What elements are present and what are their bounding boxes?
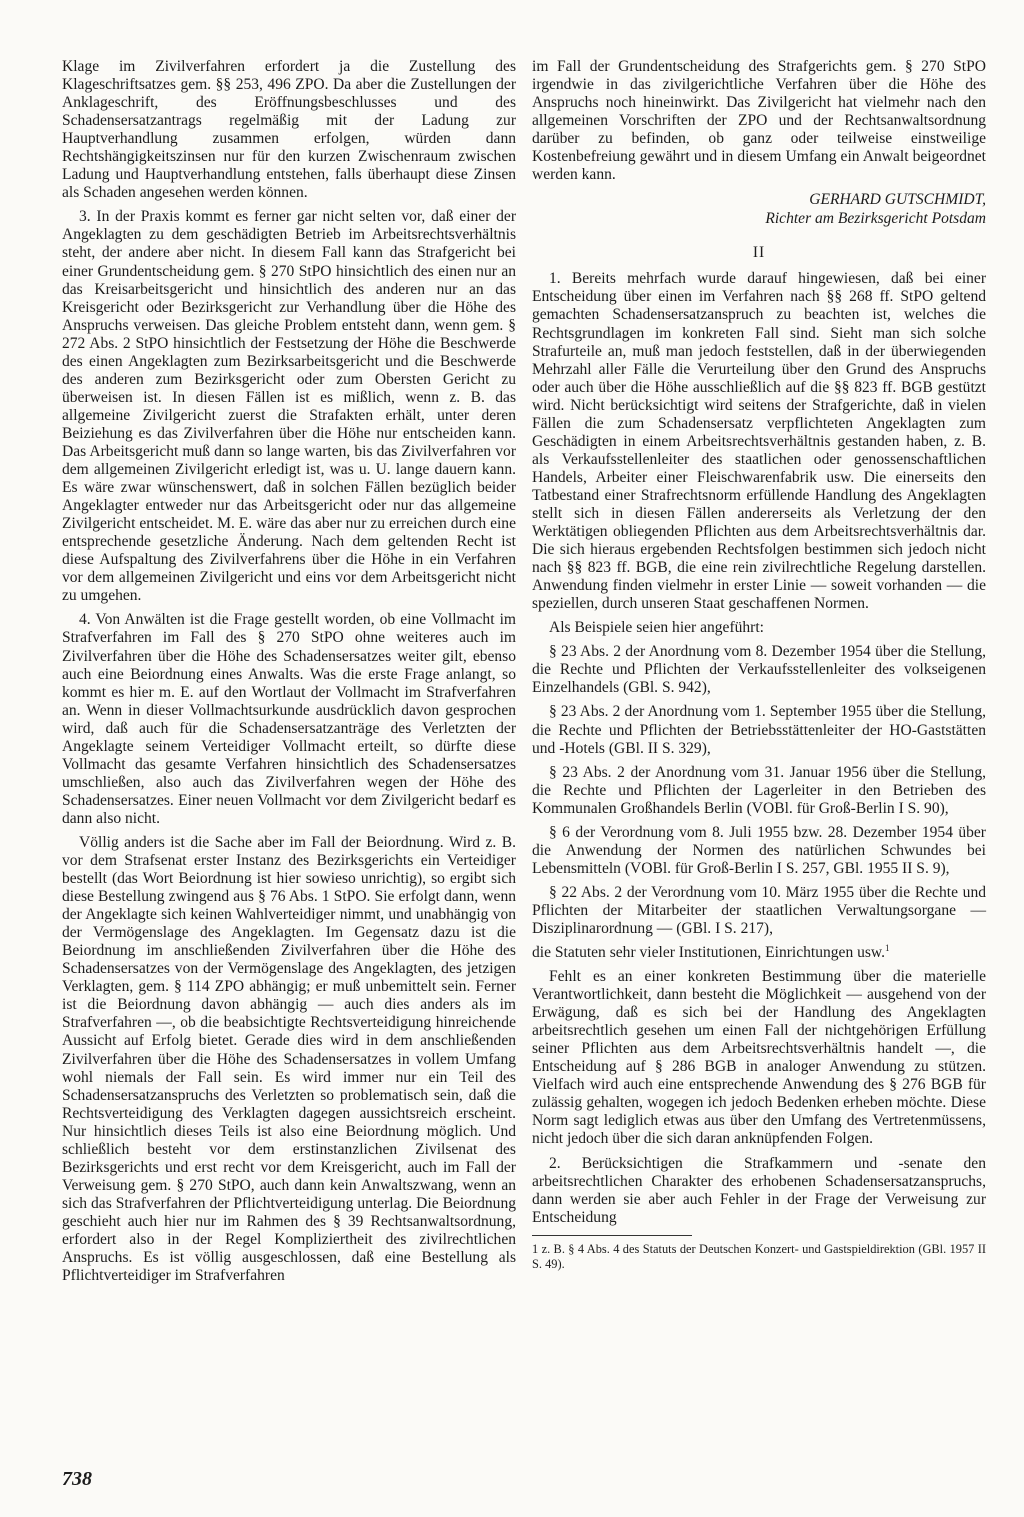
left-column	[62, 58, 516, 1291]
paragraph-analogy: Fehlt es an einer konkreten Bestimmung über die materielle Verantwortlichkeit, dann besteht die Möglichkeit — ausgehend von der Erwägung, daß es sich bei der Handlung des Angeklagten arbeitsrechtlich gesehen um einen Fall der nichtgehörigen Erfüllung seiner Pflichten aus dem Arbeitsrechtsverhältnis handelt —, die Entscheidung auf § 286 BGB in analoger Anwendung zu stützen. Vielfach wird auch eine entsprechende Anwendung des § 276 BGB für zulässig gehalten, wogegen ich jedoch Bedenken erheben möchte. Diese Norm sagt lediglich etwas aus über den Umfang des Vertretenmüssens, nicht jedoch über die sich daran anknüpfenden Folgen.	[532, 968, 986, 1148]
example-item: § 6 der Verordnung vom 8. Juli 1955 bzw. 28. Dezember 1954 über die Anwendung der Normen des natürlichen Schwundes bei Lebensmitteln (VOBl. für Groß-Berlin I S. 257, GBl. 1955 II S. 9),	[532, 823, 986, 877]
paragraph-section-2-point-2: 2. Berücksichtigen die Strafkammern und -senate den arbeitsrechtlichen Charakter des erhobenen Schadensersatzanspruchs, dann werden sie aber auch Fehler in der Frage der Verweisung zur Entscheidung	[532, 1154, 986, 1226]
statutes-text: die Statuten sehr vieler Institutionen, Einrichtungen usw.	[532, 944, 886, 962]
examples-intro: Als Beispiele seien hier angeführt:	[549, 619, 764, 637]
footnote: 1 z. B. § 4 Abs. 4 des Statuts der Deutschen Konzert- und Gastspieldirektion (GBl. 1957 II S. 49).	[532, 1241, 986, 1271]
example-item: § 23 Abs. 2 der Anordnung vom 31. Januar 1956 über die Stellung, die Rechte und Pflichten der Lagerleiter in den Betrieben des Kommunalen Großhandels Berlin (VOBl. für Groß-Berlin I S. 90),	[532, 763, 986, 817]
example-item: § 23 Abs. 2 der Anordnung vom 1. September 1955 über die Stellung, die Rechte und Pflichten der Betriebsstättenleiter der HO-Gaststätten und -Hotels (GBl. II S. 329),	[532, 703, 986, 757]
footnote-divider	[532, 1235, 692, 1236]
paragraph-section-2-point-1: 1. Bereits mehrfach wurde darauf hingewiesen, daß bei einer Entscheidung über einen im Verfahren nach §§ 268 ff. StPO geltend gemachten Schadensersatzanspruch zu beachten ist, welches die Rechtsgrundlagen im konkreten Fall sind. Sieht man sich solche Strafurteile an, muß man jedoch feststellen, daß in der überwiegenden Mehrzahl aller Fälle die Verurteilung über den Grund des Anspruchs oder auch über die Höhe ausschließlich auf die §§ 823 ff. BGB gestützt wird. Nicht berücksichtigt wird seitens der Strafgerichte, daß in vielen Fällen die zum Schadensersatz verpflichteten Angeklagten zum Geschädigten in einem Arbeitsrechtsverhältnis gestanden haben, z. B. als Verkaufsstellenleiter des staatlichen oder genossenschaftlichen Handels, Arbeiter einer Fleischwarenfabrik usw. Die einerseits den Tatbestand einer Strafrechtsnorm erfüllende Handlung des Angeklagten stellt sich in diesen Fällen andererseits als Verletzung der den Werktätigen obliegenden Pflichten aus dem Arbeitsrechtsverhältnis dar. Die sich hieraus ergebenden Rechtsfolgen bestimmen sich jedoch nicht nach §§ 823 ff. BGB, die eine rein zivilrechtliche Regelung darstellen. Anwendung finden vielmehr in erster Linie — soweit vorhanden — die speziellen, durch unseren Staat geschaffenen Normen.	[532, 270, 986, 613]
statutes-line	[532, 944, 986, 962]
right-column	[532, 58, 986, 1272]
paragraph-continuation-right: im Fall der Grundentscheidung des Strafgerichts gem. § 270 StPO irgendwie in das zivilgerichtliche Verfahren über die Höhe des Anspruchs noch hineinwirkt. Das Zivilgericht hat vielmehr nach den allgemeinen Vorschriften der ZPO und der Rechtsanwaltsordnung darüber zu befinden, ob ganz oder teilweise einstweilige Kostenbefreiung gewährt und in diesem Umfang ein Anwalt beigeordnet werden kann.	[532, 58, 986, 184]
page-number: 738	[62, 1468, 92, 1490]
author-name: GERHARD GUTSCHMIDT,	[809, 191, 986, 209]
example-item: § 22 Abs. 2 der Verordnung vom 10. März 1955 über die Rechte und Pflichten der Mitarbeiter der staatlichen Verwaltungsorgane — Disziplinarordnung — (GBl. I S. 217),	[532, 883, 986, 937]
example-item: § 23 Abs. 2 der Anordnung vom 8. Dezember 1954 über die Stellung, die Rechte und Pflichten der Verkaufsstellenleiter des volkseigenen Einzelhandels (GBl. S. 942),	[532, 643, 986, 697]
paragraph-point-3: 3. In der Praxis kommt es ferner gar nicht selten vor, daß einer der Angeklagten zu dem geschädigten Betrieb im Arbeitsrechtsverhältnis steht, der andere aber nicht. In diesem Fall kann das Strafgericht bei einer Grundentscheidung gem. § 270 StPO hinsichtlich des einen nur an das Kreisarbeitsgericht und hinsichtlich des anderen nur an das Kreisgericht oder Bezirksgericht zur Verhandlung über die Höhe des Anspruchs verweisen. Das gleiche Problem entsteht dann, wenn gem. § 272 Abs. 2 StPO hinsichtlich der Festsetzung der Höhe die Beschwerde des einen Angeklagten zum Bezirksarbeitsgericht und die Beschwerde des anderen zum Bezirksgericht oder zum Obersten Gericht zu überweisen ist. In diesen Fällen ist es mißlich, wenn z. B. das allgemeine Zivilgericht zuerst die Strafakten erhält, unter deren Beiziehung es das Zivilverfahren über die Höhe nur entscheiden kann. Das Arbeitsgericht muß dann so lange warten, bis das Zivilverfahren vor dem allgemeinen Zivilgericht erledigt ist, was u. U. lange dauern kann. Es wäre zwar wünschenswert, daß in solchen Fällen bezüglich beider Angeklagter entweder nur das Arbeitsgericht oder nur das allgemeine Zivilgericht entscheidet. M. E. wäre das aber nur zu erreichen durch eine entsprechende gesetzliche Änderung. Nach dem geltenden Recht ist diese Aufspaltung des Zivilverfahrens über die Höhe in ein Verfahren vor dem allgemeinen Zivilgericht und eins vor dem Arbeitsgericht nicht zu umgehen.	[62, 208, 516, 605]
paragraph-continuation: Klage im Zivilverfahren erfordert ja die Zustellung des Klageschriftsatzes gem. §§ 253, 496 ZPO. Da aber die Zustellungen der Anklageschrift, des Eröffnungsbeschlusses und des Schadensersatzantrags regelmäßig mit der Ladung zur Hauptverhandlung zusammen erfolgen, würden dann Rechtshängigkeitszinsen nur für den kurzen Zwischenraum zwischen Ladung und Hauptverhandlung entstehen, falls überhaupt diese Zinsen als Schaden angesehen werden können.	[62, 58, 516, 202]
paragraph-point-4: 4. Von Anwälten ist die Frage gestellt worden, ob eine Vollmacht im Strafverfahren im Fall des § 270 StPO ohne weiteres auch im Zivilverfahren über die Höhe des Schadensersatzes weiter gilt, ebenso auch eine Beiordnung eines Anwalts. Was die erste Frage anlangt, so kommt es hier m. E. auf den Wortlaut der Vollmacht im Strafverfahren an. Wenn in dieser Vollmachtsurkunde ausdrücklich davon gesprochen wird, daß auch für die Schadensersatzanträge des Verletzten der Angeklagte seinem Verteidiger Vollmacht erteilt, so dürfte diese Vollmacht das gesamte Verfahren hinsichtlich des Schadensersatzes umschließen, also auch das Zivilverfahren wegen der Höhe des Schadensersatzes. Einer neuen Vollmacht vor dem Zivilgericht bedarf es dann also nicht.	[62, 611, 516, 827]
paragraph-beiordnung: Völlig anders ist die Sache aber im Fall der Beiordnung. Wird z. B. vor dem Strafsenat erster Instanz des Bezirksgerichts ein Verteidiger bestellt (das Wort Beiordnung ist hier sowieso unrichtig), so ergibt sich diese Bestellung zwingend aus § 76 Abs. 1 StPO. Sie erfolgt dann, wenn der Angeklagte sich keinen Wahlverteidiger nimmt, und unabhängig von der Vermögenslage des Angeklagten. Im Gegensatz dazu ist die Beiordnung im anschließenden Zivilverfahren über die Höhe des Schadensersatzes von der Vermögenslage des Angeklagten, des jetzigen Verklagten, gem. § 114 ZPO abhängig; er muß unbemittelt sein. Ferner ist die Beiordnung davon abhängig — auch dies anders als im Strafverfahren —, ob die beabsichtigte Rechtsverteidigung hinreichende Aussicht auf Erfolg bietet. Gerade dies wird in dem anschließenden Zivilverfahren über die Höhe des Schadensersatzes in vollem Umfang wohl niemals der Fall sein. Es wird immer nur ein Teil des Schadensersatzanspruchs des Verletzten so problematisch sein, daß die Rechtsverteidigung des Verklagten dagegen aussichtsreich erscheint. Nur hinsichtlich dieses Teils ist also eine Beiordnung möglich. Und schließlich besteht vor dem erstinstanzlichen Zivilsenat des Bezirksgerichts und erst recht vor dem Kreisgericht, auch im Fall der Verweisung gem. § 270 StPO, auch dann kein Anwaltszwang, wenn an sich das Strafverfahren der Pflichtverteidigung unterlag. Die Beiordnung geschieht auch hier nur im Rahmen des § 39 Rechtsanwaltsordnung, erfordert also in der Regel Kompliziertheit des zivilrechtlichen Anspruchs. Es ist völlig ausgeschlossen, daß eine Bestellung als Pflichtverteidiger im Strafverfahren	[62, 833, 516, 1285]
footnote-reference: 1	[885, 942, 890, 953]
section-heading: II	[752, 244, 766, 262]
author-signature	[532, 190, 986, 228]
author-title: Richter am Bezirksgericht Potsdam	[765, 210, 986, 228]
